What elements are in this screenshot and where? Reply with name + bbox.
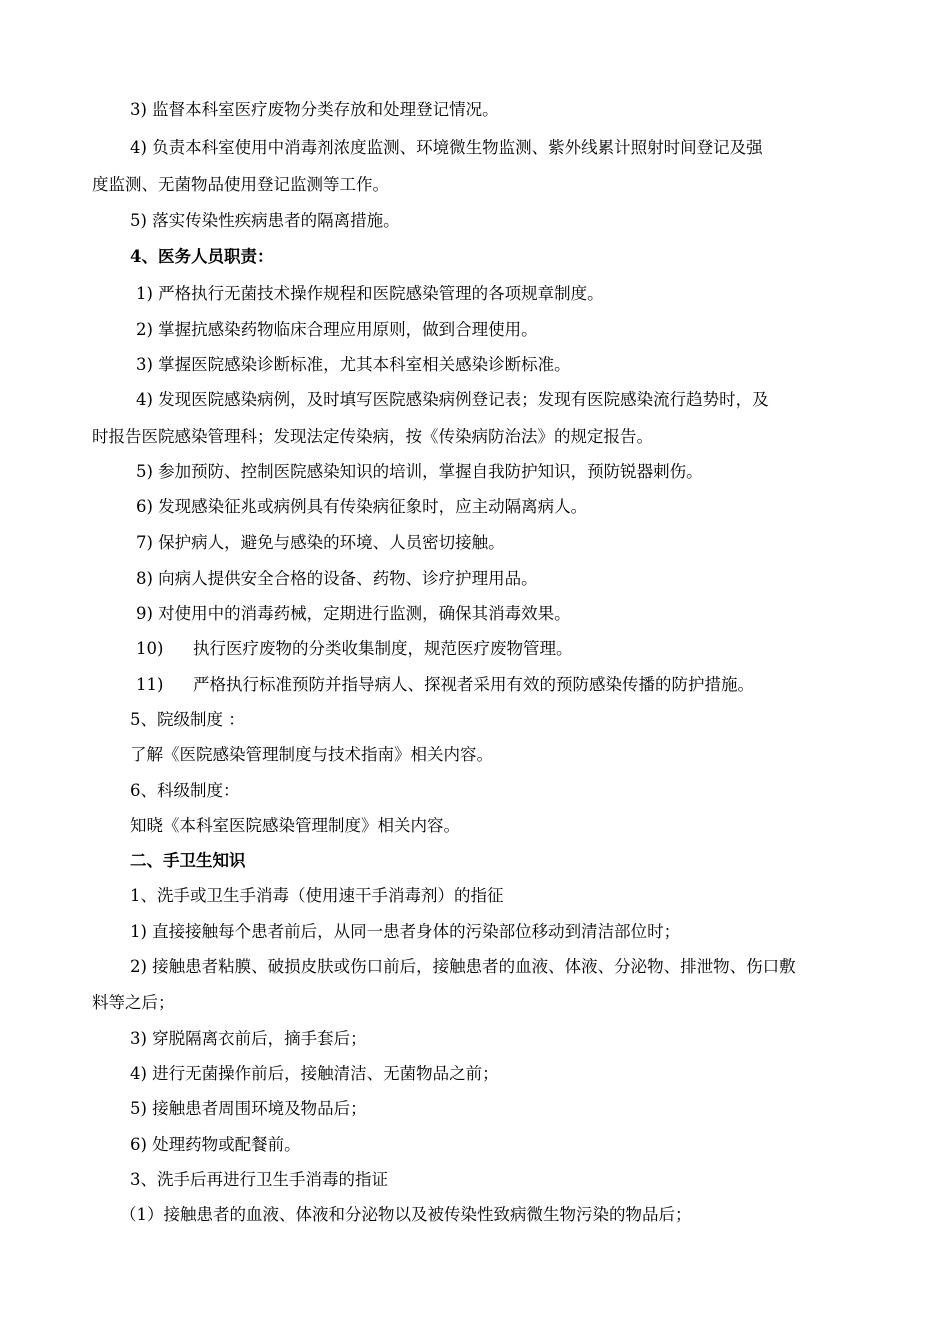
list-item: 9) 对使用中的消毒药械，定期进行监测，确保其消毒效果。 bbox=[136, 604, 571, 623]
list-item: 1) 直接接触每个患者前后，从同一患者身体的污染部位移动到清洁部位时； bbox=[130, 922, 681, 941]
list-item: 3) 掌握医院感染诊断标准，尤其本科室相关感染诊断标准。 bbox=[136, 355, 571, 374]
text-line: 3、洗手后再进行卫生手消毒的指证 bbox=[130, 1170, 388, 1189]
list-item-number: 10) bbox=[136, 639, 164, 658]
list-item: 3) 穿脱隔离衣前后，摘手套后； bbox=[130, 1029, 367, 1048]
list-item: 4) 进行无菌操作前后，接触清洁、无菌物品之前； bbox=[130, 1064, 499, 1083]
list-item-number: 11) bbox=[136, 675, 164, 694]
text-line: 5) 落实传染性疾病患者的隔离措施。 bbox=[130, 211, 400, 230]
list-item: 执行医疗废物的分类收集制度，规范医疗废物管理。 bbox=[193, 639, 573, 658]
list-item-continuation: 时报告医院感染管理科；发现法定传染病，按《传染病防治法》的规定报告。 bbox=[92, 427, 653, 446]
list-item: 1) 严格执行无菌技术操作规程和医院感染管理的各项规章制度。 bbox=[136, 284, 604, 303]
list-item: 6) 处理药物或配餐前。 bbox=[130, 1135, 301, 1154]
text-line: 1、洗手或卫生手消毒（使用速干手消毒剂）的指征 bbox=[130, 886, 504, 905]
list-item: 严格执行标准预防并指导病人、探视者采用有效的预防感染传播的防护措施。 bbox=[193, 675, 754, 694]
section-heading: 6、科级制度： bbox=[130, 781, 240, 800]
list-item: 7) 保护病人，避免与感染的环境、人员密切接触。 bbox=[136, 533, 505, 552]
list-item: 4) 发现医院感染病例，及时填写医院感染病例登记表；发现有医院感染流行趋势时，及 bbox=[136, 390, 769, 409]
text-line: 度监测、无菌物品使用登记监测等工作。 bbox=[92, 175, 389, 194]
list-item-continuation: 料等之后； bbox=[92, 993, 175, 1012]
text-line: 3) 监督本科室医疗废物分类存放和处理登记情况。 bbox=[130, 100, 499, 119]
list-item: 2) 掌握抗感染药物临床合理应用原则，做到合理使用。 bbox=[136, 320, 538, 339]
section-heading: 5、院级制度 ： bbox=[130, 710, 245, 729]
section-heading: 二、手卫生知识 bbox=[130, 851, 246, 870]
list-item: 8) 向病人提供安全合格的设备、药物、诊疗护理用品。 bbox=[136, 569, 538, 588]
list-item: 5) 接触患者周围环境及物品后； bbox=[130, 1099, 367, 1118]
text-line: 4) 负责本科室使用中消毒剂浓度监测、环境微生物监测、紫外线累计照射时间登记及强 bbox=[130, 138, 763, 157]
section-heading: 4、医务人员职责： bbox=[130, 247, 274, 266]
list-item: 2) 接触患者粘膜、破损皮肤或伤口前后，接触患者的血液、体液、分泌物、排泄物、伤口敷 bbox=[130, 957, 796, 976]
list-item: 5) 参加预防、控制医院感染知识的培训，掌握自我防护知识，预防锐器刺伤。 bbox=[136, 462, 703, 481]
list-item: （1）接触患者的血液、体液和分泌物以及被传染性致病微生物污染的物品后； bbox=[120, 1205, 692, 1224]
text-line: 知晓《本科室医院感染管理制度》相关内容。 bbox=[130, 816, 460, 835]
text-line: 了解《医院感染管理制度与技术指南》相关内容。 bbox=[130, 745, 493, 764]
list-item: 6) 发现感染征兆或病例具有传染病征象时，应主动隔离病人。 bbox=[136, 497, 588, 516]
